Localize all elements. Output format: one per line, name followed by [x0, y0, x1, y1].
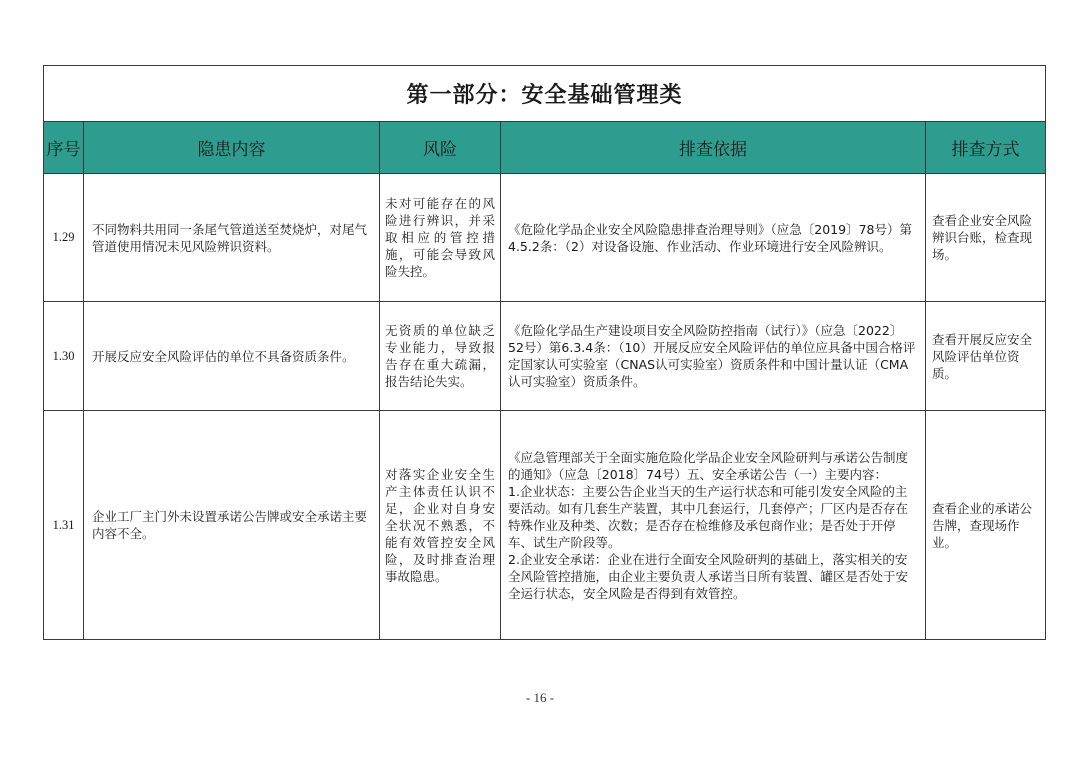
row-basis: 《危险化学品企业安全风险隐患排查治理导则》（应急〔2019〕78号）第4.5.2条：（2）对设备设施、作业活动、作业环境进行安全风险辨识。 — [501, 174, 926, 302]
row-basis-cell — [501, 411, 926, 640]
row-num: 1.31 — [44, 411, 84, 640]
row-method: 查看企业安全风险辨识台账，检查现场。 — [926, 174, 1046, 302]
header-basis: 排查依据 — [501, 122, 926, 174]
row-method: 查看企业的承诺公告牌，查现场作业。 — [926, 411, 1046, 640]
header-num: 序号 — [44, 122, 84, 174]
row-basis: 《危险化学品生产建设项目安全风险防控指南（试行）》（应急〔2022〕52号）第6.3.4条：（10）开展反应安全风险评估的单位应具备中国合格评定国家认可实验室（CNAS认可实验室）资质条件和中国计量认证（CMA认可实验室）资质条件。 — [501, 302, 926, 411]
row-content: 开展反应安全风险评估的单位不具备资质条件。 — [84, 302, 380, 411]
row-num: 1.29 — [44, 174, 84, 302]
hazard-check-table — [43, 65, 1046, 640]
row-method: 查看开展反应安全风险评估单位资质。 — [926, 302, 1046, 411]
row-risk: 无资质的单位缺乏专业能力，导致报告存在重大疏漏，报告结论失实。 — [380, 302, 501, 411]
table-row — [44, 411, 1046, 640]
table-row — [44, 174, 1046, 302]
row-risk: 对落实企业安全生产主体责任认识不足，企业对自身安全状况不熟悉，不能有效管控安全风险，及时排查治理事故隐患。 — [380, 411, 501, 640]
row-num: 1.30 — [44, 302, 84, 411]
header-row — [44, 122, 1046, 174]
row-content: 不同物料共用同一条尾气管道送至焚烧炉，对尾气管道使用情况未见风险辨识资料。 — [84, 174, 380, 302]
row-risk: 未对可能存在的风险进行辨识，并采取相应的管控措施，可能会导致风险失控。 — [380, 174, 501, 302]
row-content: 企业工厂主门外未设置承诺公告牌或安全承诺主要内容不全。 — [84, 411, 380, 640]
page-number: - 16 - — [525, 690, 555, 705]
header-content: 隐患内容 — [84, 122, 380, 174]
section-title: 第一部分：安全基础管理类 — [44, 66, 1046, 122]
table-row — [44, 302, 1046, 411]
row-basis: 《应急管理部关于全面实施危险化学品企业安全风险研判与承诺公告制度的通知》（应急〔2018〕74号）五、安全承诺公告（一）主要内容： 1.企业状态：主要公告企业当天的生产运行状态和可能引发安全风险的主要活动。如有几套生产装置，其中几套运行，几套停产；厂区内是否存在特殊作业及种类、次数；是否存在检维修及承包商作业；是否处于开停车、试生产阶段等。 2.企业安全承诺：企业在进行全面安全风险研判的基础上，落实相关的安全风险管控措施，由企业主要负责人承诺当日所有装置、罐区是否处于安全运行状态，安全风险是否得到有效管控。 — [508, 449, 909, 601]
header-method: 排查方式 — [926, 122, 1046, 174]
title-row — [44, 66, 1046, 122]
header-risk: 风险 — [380, 122, 501, 174]
